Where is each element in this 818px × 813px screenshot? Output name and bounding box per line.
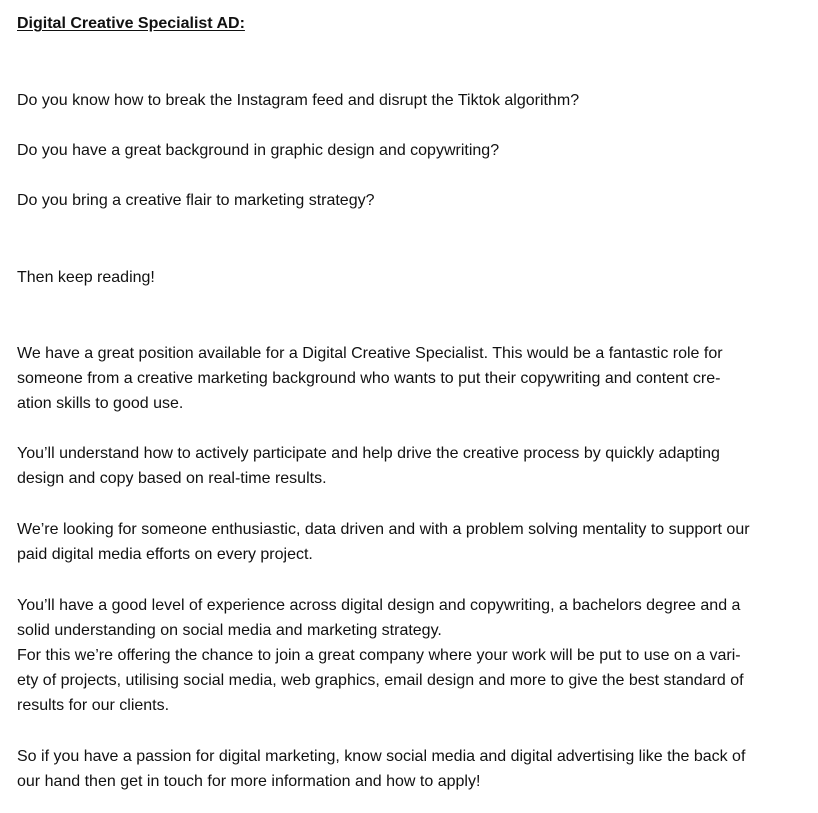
paragraph-line: For this we’re offering the chance to join a great company where your work will be put to use on a vari- (17, 647, 741, 664)
paragraph-line: our hand then get in touch for more information and how to apply! (17, 773, 481, 790)
paragraph-line: You’ll understand how to actively participate and help drive the creative process by quickly adapting (17, 445, 720, 462)
question-line: Do you have a great background in graphic design and copywriting? (17, 142, 500, 159)
paragraph-line: We’re looking for someone enthusiastic, data driven and with a problem solving mentality to support our (17, 521, 750, 538)
keep-reading-line: Then keep reading! (17, 269, 155, 286)
paragraph-line: We have a great position available for a Digital Creative Specialist. This would be a fantastic role for (17, 345, 723, 362)
paragraph-line: ety of projects, utilising social media, web graphics, email design and more to give the best standard of (17, 672, 744, 689)
paragraph-line: So if you have a passion for digital marketing, know social media and digital advertising like the back of (17, 748, 746, 765)
question-line: Do you know how to break the Instagram feed and disrupt the Tiktok algorithm? (17, 92, 580, 109)
paragraph-line: solid understanding on social media and marketing strategy. (17, 622, 442, 639)
paragraph-line: You’ll have a good level of experience across digital design and copywriting, a bachelors degree and a (17, 597, 741, 614)
document-title: Digital Creative Specialist AD: (17, 15, 245, 32)
paragraph-line: ation skills to good use. (17, 395, 184, 412)
paragraph-line: design and copy based on real-time results. (17, 470, 327, 487)
paragraph-line: paid digital media efforts on every project. (17, 546, 313, 563)
question-line: Do you bring a creative flair to marketing strategy? (17, 192, 375, 209)
paragraph-line: someone from a creative marketing background who wants to put their copywriting and content cre- (17, 370, 721, 387)
paragraph-line: results for our clients. (17, 697, 170, 714)
